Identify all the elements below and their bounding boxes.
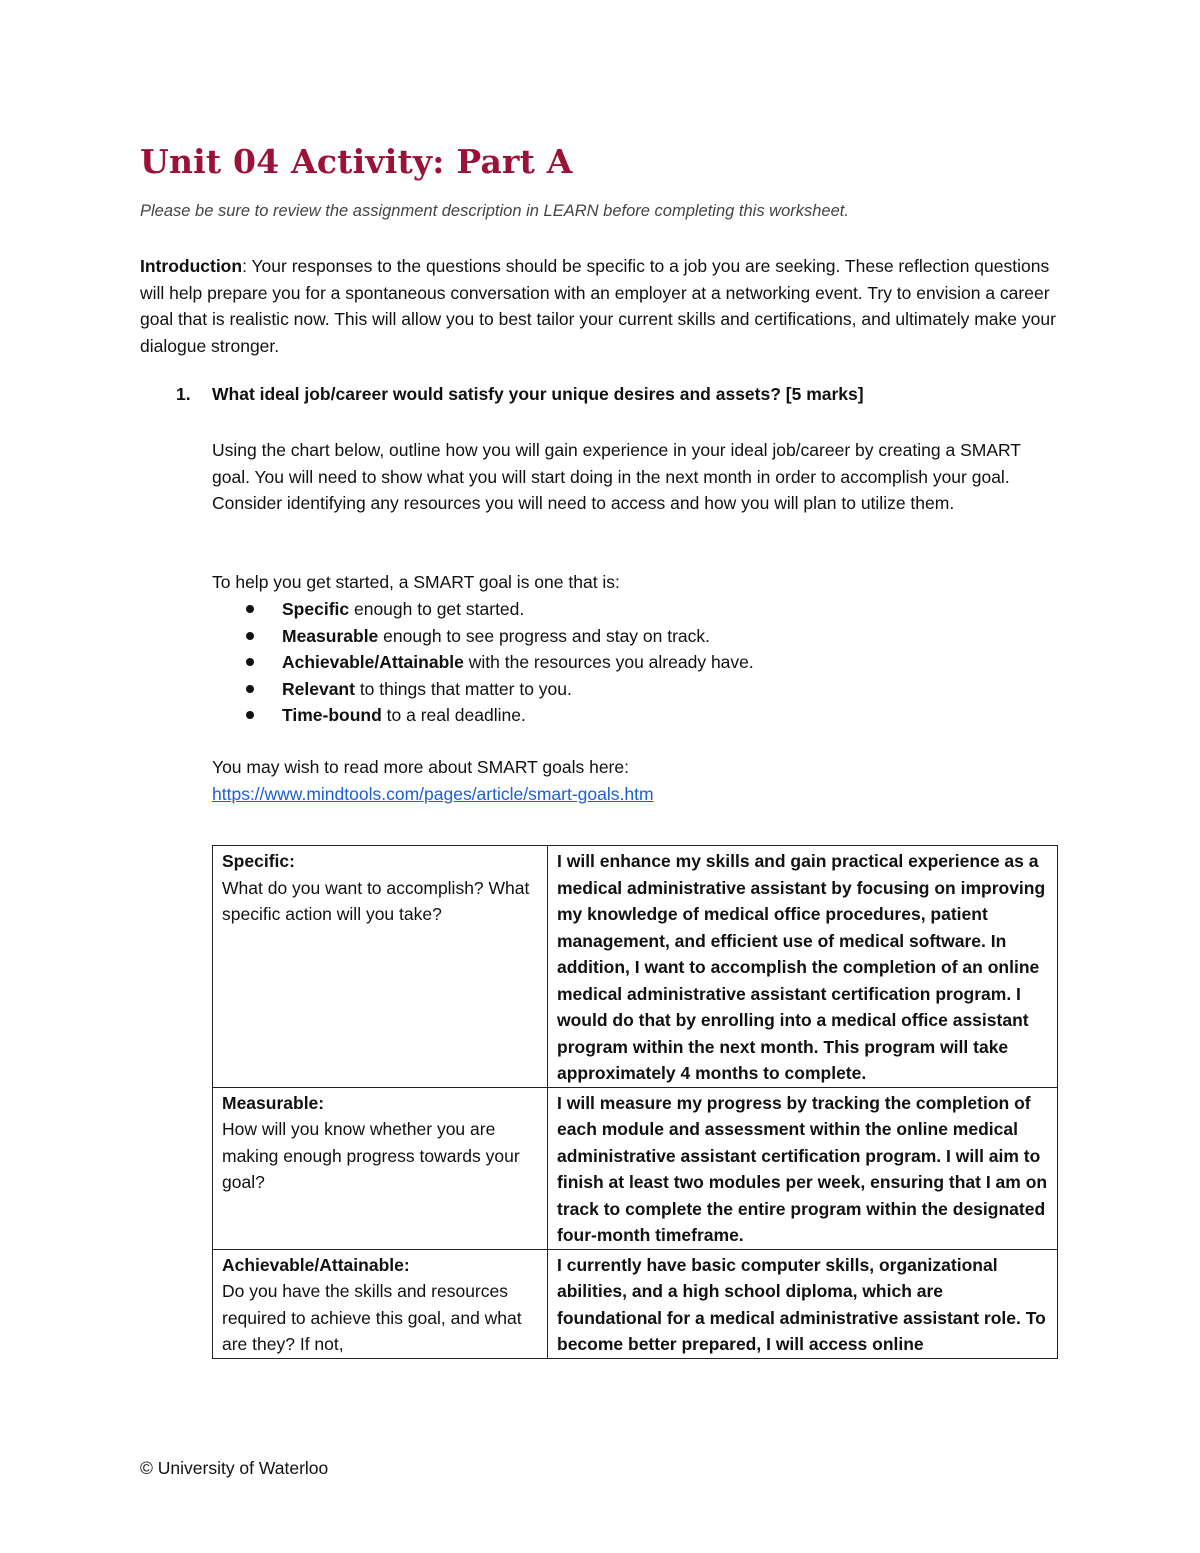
table-row <box>213 846 1058 1088</box>
row-prompt: How will you know whether you are making enough progress towards your goal? <box>222 1119 520 1192</box>
table-cell-answer: I currently have basic computer skills, organizational abilities, and a high school diploma, which are foundational for a medical administrative assistant role. To become better prepared, I will access online <box>548 1249 1058 1358</box>
introduction-paragraph <box>140 253 1060 359</box>
smart-term: Achievable/Attainable <box>282 652 464 672</box>
table-row <box>213 1249 1058 1358</box>
smart-goal-table <box>212 845 1058 1359</box>
list-item <box>246 623 754 650</box>
subtitle-instruction: Please be sure to review the assignment description in LEARN before completing this worksheet. <box>140 202 849 220</box>
row-label: Achievable/Attainable: <box>222 1254 410 1275</box>
chart-instructions: Using the chart below, outline how you will gain experience in your ideal job/career by creating a SMART goal. You will need to show what you will start doing in the next month in order to accomplish your goal. Consider identifying any resources you will need to access and how you will plan to utilize them. <box>212 440 1021 513</box>
table-cell-answer: I will enhance my skills and gain practical experience as a medical administrative assistant by focusing on improving my knowledge of medical office procedures, patient management, and efficient use of medical software. In addition, I want to accomplish the completion of an online medical administrative assistant certification program. I would do that by enrolling into a medical office assistant program within the next month. This program will take approximately 4 months to complete. <box>548 846 1058 1088</box>
smart-description: enough to see progress and stay on track. <box>378 625 711 646</box>
read-more-text: You may wish to read more about SMART goals here: <box>212 757 629 777</box>
question-1-text: What ideal job/career would satisfy your unique desires and assets? [5 marks] <box>212 384 864 404</box>
question-1-number: 1. <box>176 384 191 404</box>
smart-goals-link[interactable]: https://www.mindtools.com/pages/article/smart-goals.htm <box>212 783 654 804</box>
introduction-text: : Your responses to the questions should be specific to a job you are seeking. These reflection questions will help prepare you for a spontaneous conversation with an employer at a networking event. Try to envision a career goal that is realistic now. This will allow you to best tailor your current skills and certifications, and ultimately make your dialogue stronger. <box>140 256 1056 356</box>
smart-criteria-list <box>246 596 754 729</box>
bullet-icon <box>246 685 254 693</box>
list-item <box>246 676 754 703</box>
smart-intro: To help you get started, a SMART goal is one that is: <box>212 572 620 592</box>
row-prompt: Do you have the skills and resources required to achieve this goal, and what are they? If not, <box>222 1281 522 1354</box>
smart-description: to things that matter to you. <box>354 678 572 699</box>
smart-description: to a real deadline. <box>381 705 526 725</box>
list-item <box>246 596 754 623</box>
smart-term: Specific <box>282 599 350 619</box>
table-cell-prompt <box>213 1249 548 1358</box>
table-cell-prompt <box>213 1087 548 1249</box>
introduction-label: Introduction <box>140 256 243 276</box>
smart-term: Relevant <box>282 678 355 699</box>
copyright-footer: © University of Waterloo <box>140 1458 329 1478</box>
row-label: Measurable: <box>222 1092 325 1113</box>
question-1 <box>176 384 864 405</box>
page-title: Unit 04 Activity: Part A <box>140 142 573 181</box>
list-item <box>246 649 754 676</box>
smart-description: enough to get started. <box>349 599 525 619</box>
bullet-icon <box>246 711 254 719</box>
table-row <box>213 1087 1058 1249</box>
table-cell-answer: I will measure my progress by tracking the completion of each module and assessment within the online medical administrative assistant certification program. I will aim to finish at least two modules per week, ensuring that I am on track to complete the entire program within the designated four-month timeframe. <box>548 1087 1058 1249</box>
row-prompt: What do you want to accomplish? What specific action will you take? <box>222 877 530 924</box>
read-more-block <box>212 754 1062 807</box>
list-item <box>246 702 754 729</box>
smart-description: with the resources you already have. <box>463 652 754 672</box>
table-cell-prompt <box>213 846 548 1088</box>
bullet-icon <box>246 605 254 613</box>
smart-term: Time-bound <box>282 705 382 725</box>
smart-term: Measurable <box>282 625 379 646</box>
row-label: Specific: <box>222 851 295 871</box>
bullet-icon <box>246 658 254 666</box>
bullet-icon <box>246 632 254 640</box>
